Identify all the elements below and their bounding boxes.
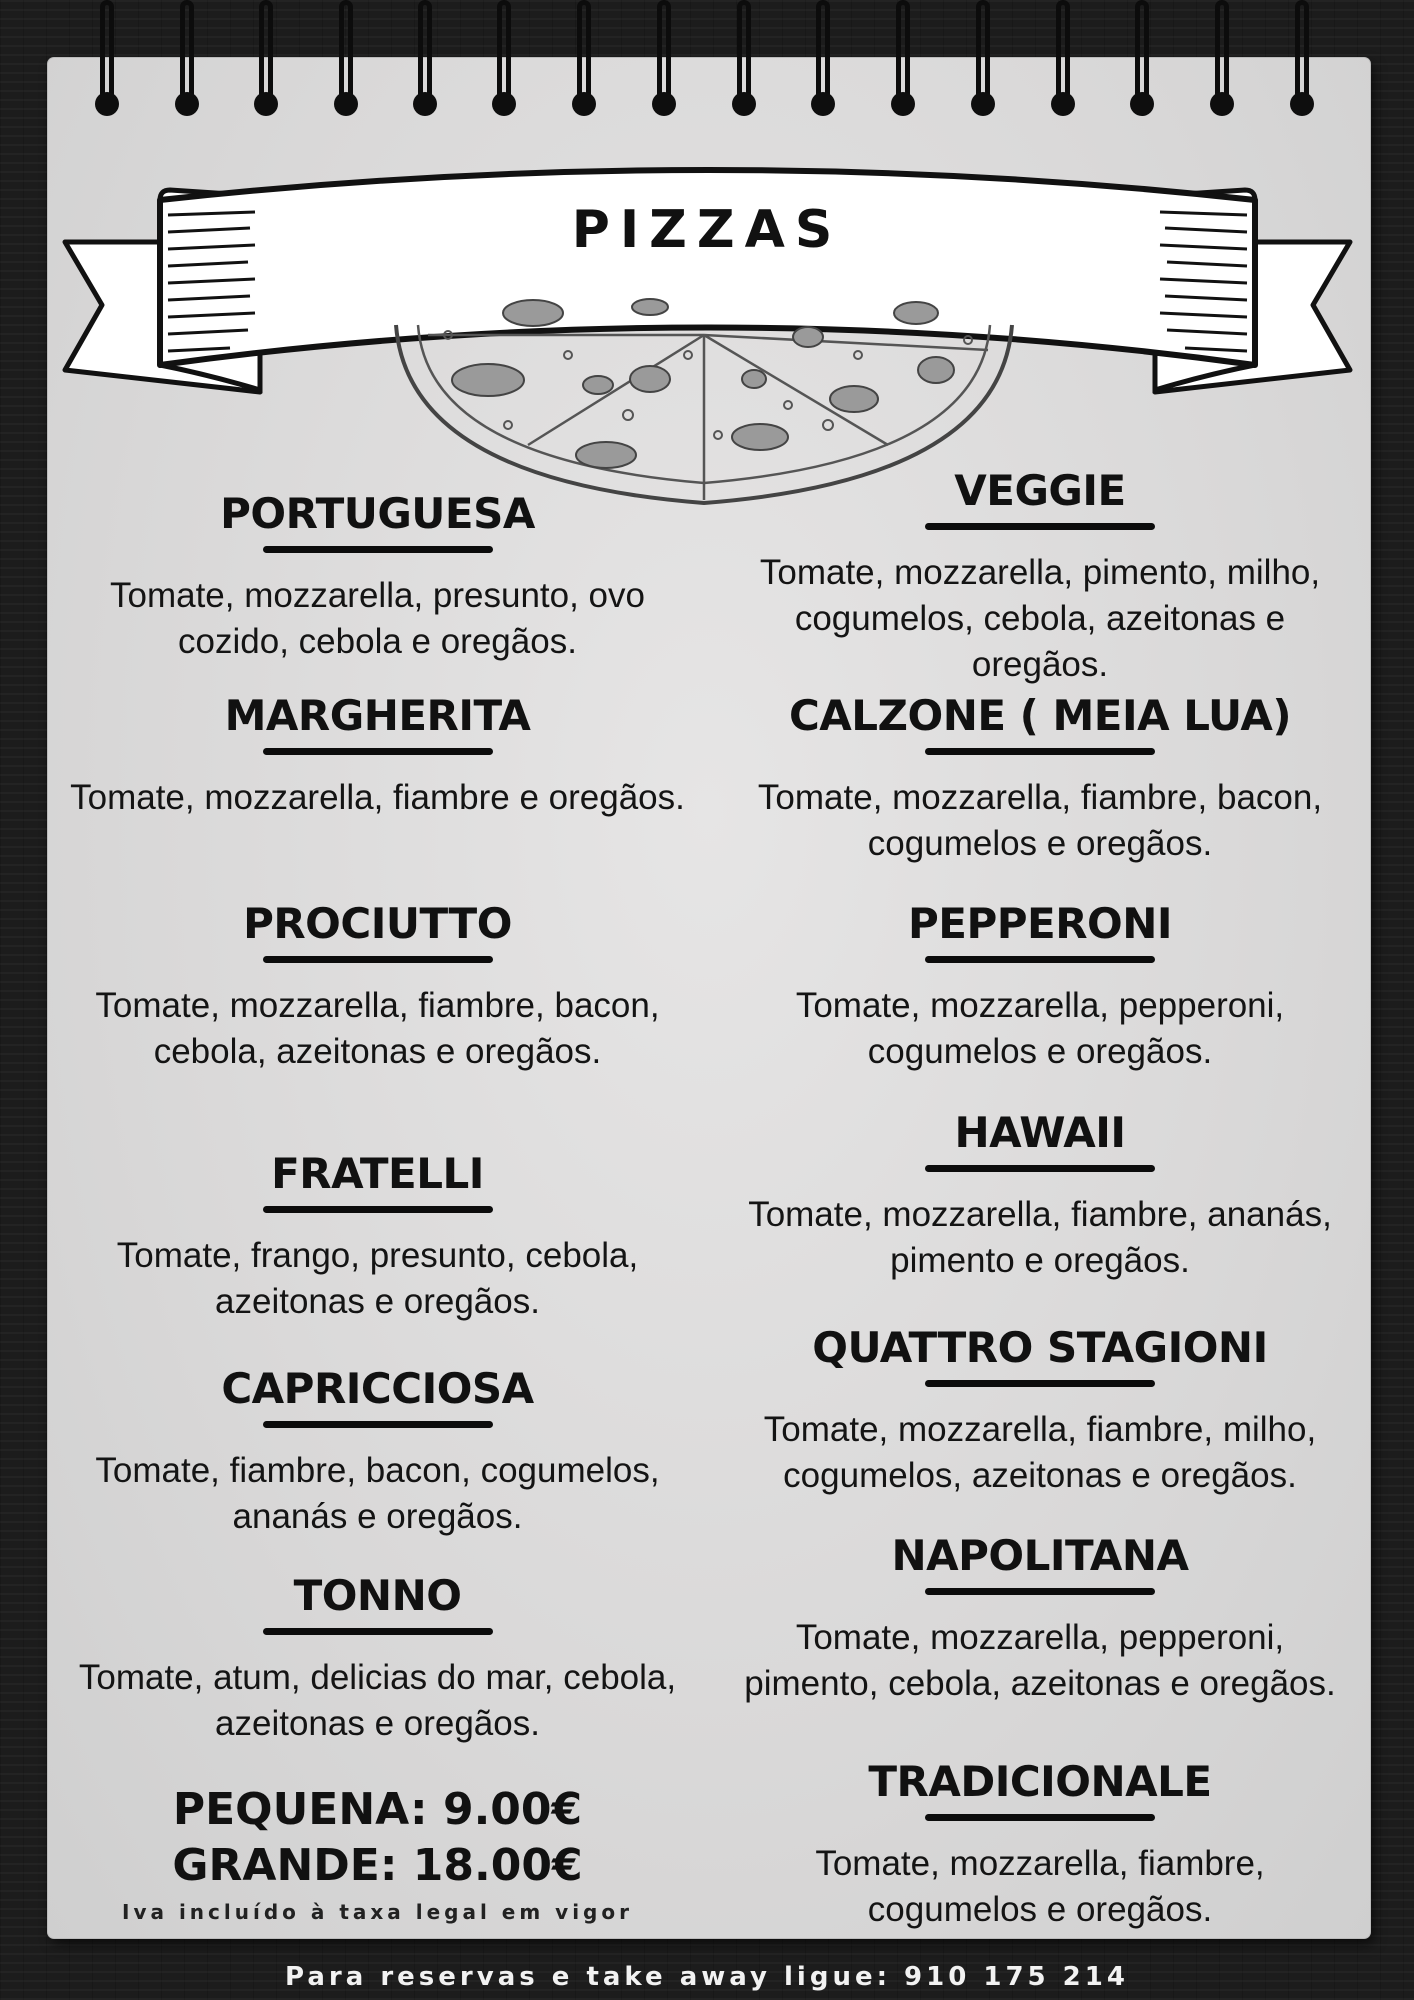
- spiral-binding-ring-icon: [494, 0, 514, 118]
- menu-title: PIZZAS: [571, 200, 843, 260]
- name-underline: [925, 748, 1155, 755]
- name-underline: [263, 1206, 493, 1213]
- reservation-footer: Para reservas e take away ligue: 910 175 214: [285, 1962, 1129, 1992]
- spiral-binding-ring-icon: [574, 0, 594, 118]
- pizza-description: Tomate, frango, presunto, cebola, azeitonas e oregãos.: [116, 1236, 639, 1321]
- pizza-name: CALZONE ( MEIA LUA): [788, 691, 1292, 740]
- spiral-binding-ring-icon: [336, 0, 356, 118]
- spiral-binding-ring-icon: [973, 0, 993, 118]
- pizza-description: Tomate, mozzarella, pepperoni, pimento, cebola, azeitonas e oregãos.: [744, 1618, 1336, 1703]
- name-underline: [925, 1588, 1155, 1595]
- pizza-description: Tomate, mozzarella, pimento, milho, cogumelos, cebola, azeitonas e oregãos.: [759, 553, 1321, 684]
- name-underline: [925, 1165, 1155, 1172]
- pizza-description: Tomate, fiambre, bacon, cogumelos, ananás e oregãos.: [95, 1451, 660, 1536]
- menu-item: [55, 1570, 700, 1747]
- tax-note: Iva incluído à taxa legal em vigor: [122, 1900, 633, 1924]
- menu-item: [730, 898, 1350, 1075]
- name-underline: [263, 748, 493, 755]
- menu-item: [55, 898, 700, 1075]
- menu-item: [55, 1363, 700, 1540]
- pizza-description: Tomate, mozzarella, fiambre e oregãos.: [70, 778, 685, 817]
- menu-item: [730, 1107, 1350, 1284]
- pizza-name: PEPPERONI: [907, 899, 1173, 948]
- spiral-binding-ring-icon: [415, 0, 435, 118]
- menu-item: [55, 1148, 700, 1325]
- pizza-description: Tomate, mozzarella, fiambre, bacon, cebola, azeitonas e oregãos.: [95, 986, 660, 1071]
- spiral-binding-ring-icon: [177, 0, 197, 118]
- spiral-binding-ring-icon: [1212, 0, 1232, 118]
- menu-item: [730, 1756, 1350, 1933]
- pizza-name: MARGHERITA: [224, 691, 531, 740]
- pizza-description: Tomate, mozzarella, pepperoni, cogumelos e oregãos.: [795, 986, 1285, 1071]
- pizza-description: Tomate, mozzarella, fiambre, cogumelos e oregãos.: [815, 1844, 1265, 1929]
- name-underline: [925, 956, 1155, 963]
- name-underline: [925, 1380, 1155, 1387]
- menu-item: [730, 1322, 1350, 1499]
- price-small: PEQUENA: 9.00€: [172, 1784, 583, 1835]
- pizza-description: Tomate, mozzarella, fiambre, milho, cogumelos, azeitonas e oregãos.: [763, 1410, 1317, 1495]
- pizza-description: Tomate, mozzarella, fiambre, ananás, pimento e oregãos.: [748, 1195, 1332, 1280]
- menu-item: [730, 465, 1350, 688]
- spiral-binding-ring-icon: [1132, 0, 1152, 118]
- spiral-binding-ring-icon: [654, 0, 674, 118]
- pizza-name: FRATELLI: [271, 1149, 484, 1198]
- name-underline: [263, 1628, 493, 1635]
- pizza-name: HAWAII: [954, 1108, 1126, 1157]
- menu-item: [730, 1530, 1350, 1707]
- price-large: GRANDE: 18.00€: [172, 1840, 583, 1891]
- pizza-description: Tomate, atum, delicias do mar, cebola, azeitonas e oregãos.: [78, 1658, 677, 1743]
- menu-item: [55, 690, 700, 821]
- spiral-binding-ring-icon: [256, 0, 276, 118]
- pizza-name: TONNO: [293, 1571, 462, 1620]
- pizza-name: VEGGIE: [954, 466, 1126, 515]
- spiral-binding-ring-icon: [813, 0, 833, 118]
- name-underline: [263, 1421, 493, 1428]
- pizza-name: TRADICIONALE: [868, 1757, 1212, 1806]
- name-underline: [263, 546, 493, 553]
- spiral-binding-ring-icon: [1053, 0, 1073, 118]
- pizza-name: CAPRICCIOSA: [221, 1364, 534, 1413]
- spiral-binding-ring-icon: [734, 0, 754, 118]
- pizza-name: QUATTRO STAGIONI: [812, 1323, 1268, 1372]
- pizza-name: NAPOLITANA: [891, 1531, 1189, 1580]
- name-underline: [925, 1814, 1155, 1821]
- pizza-description: Tomate, mozzarella, fiambre, bacon, cogumelos e oregãos.: [757, 778, 1323, 863]
- pizza-name: PROCIUTTO: [243, 899, 512, 948]
- pizza-description: Tomate, mozzarella, presunto, ovo cozido, cebola e oregãos.: [110, 576, 645, 661]
- pizza-name: PORTUGUESA: [220, 489, 535, 538]
- menu-item: [55, 488, 700, 665]
- name-underline: [925, 523, 1155, 530]
- name-underline: [263, 956, 493, 963]
- spiral-binding-ring-icon: [97, 0, 117, 118]
- spiral-binding-ring-icon: [893, 0, 913, 118]
- price-block: [60, 1782, 695, 1924]
- menu-item: [730, 690, 1350, 867]
- spiral-binding-ring-icon: [1292, 0, 1312, 118]
